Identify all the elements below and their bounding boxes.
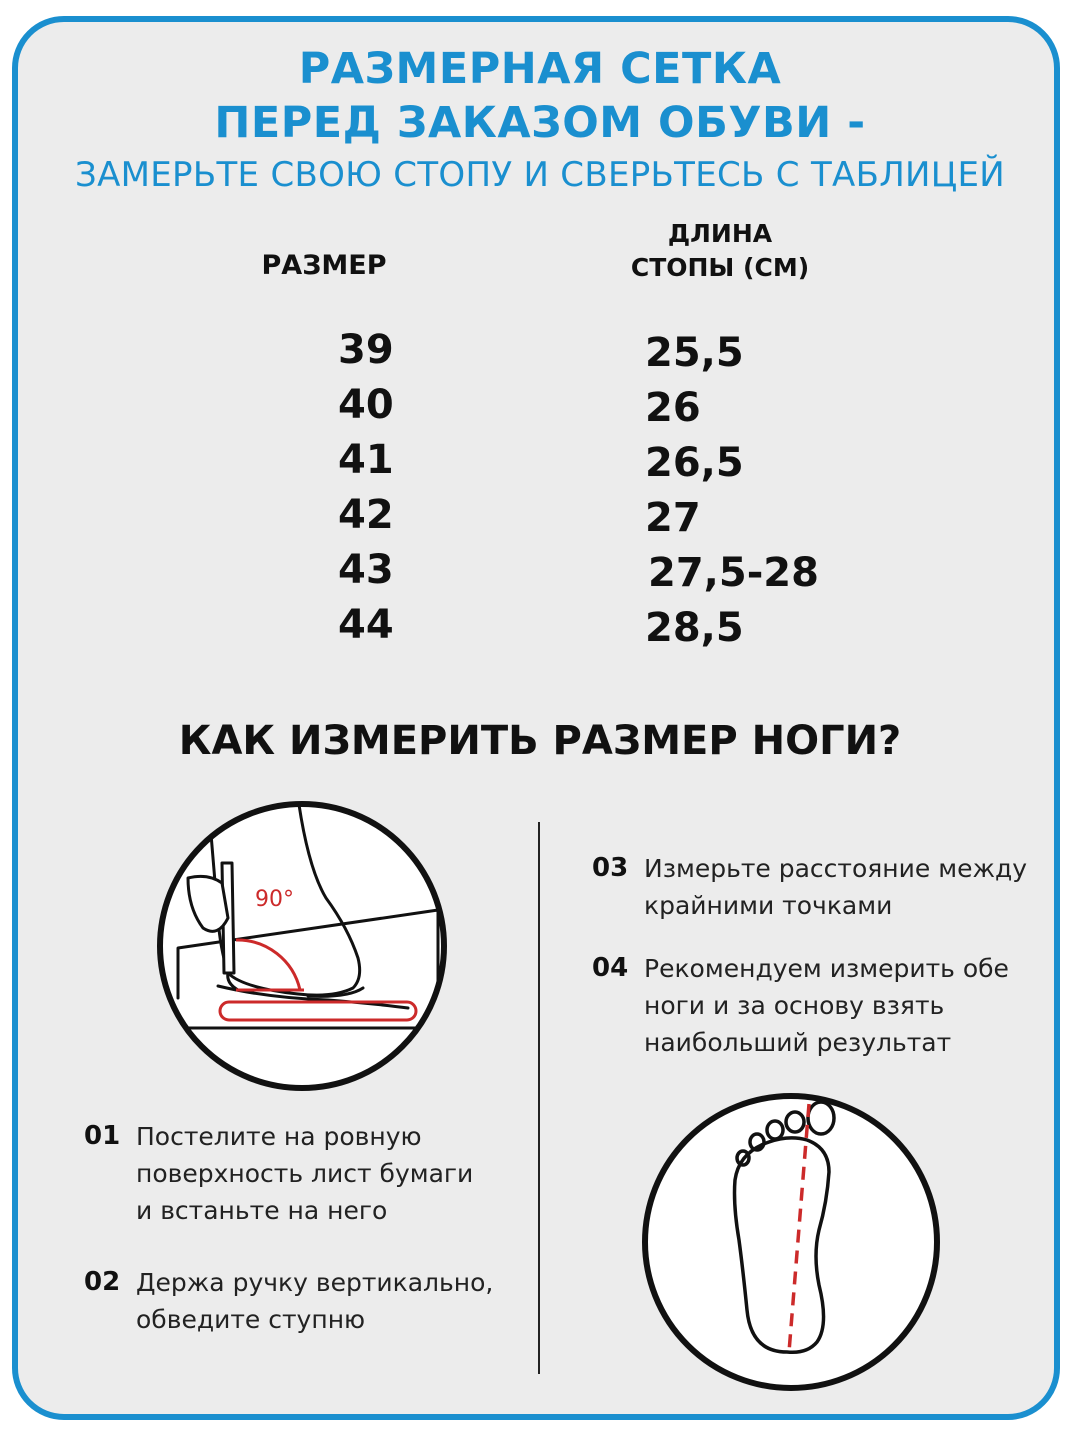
step-01 xyxy=(84,1118,473,1229)
step-text-line: крайними точками xyxy=(644,891,893,920)
step-04 xyxy=(592,950,1009,1061)
step-03 xyxy=(592,850,1027,924)
length-cell: 26,5 xyxy=(645,440,744,486)
header-length-line-2: СТОПЫ (СМ) xyxy=(630,253,810,282)
size-cell: 41 xyxy=(338,437,394,483)
title-line-1: РАЗМЕРНАЯ СЕТКА xyxy=(298,44,782,94)
header-length-line-1: ДЛИНА xyxy=(667,219,773,248)
header-length xyxy=(620,217,820,285)
step-text-line: и встаньте на него xyxy=(136,1196,388,1225)
angle-label: 90° xyxy=(255,887,294,912)
step-text xyxy=(136,1264,493,1338)
step-text-line: наибольший результат xyxy=(644,1028,952,1057)
length-cell: 27 xyxy=(645,495,701,541)
size-cell: 40 xyxy=(338,382,394,428)
step-text-line: ноги и за основу взять xyxy=(644,991,945,1020)
length-cell: 27,5-28 xyxy=(648,550,819,596)
step-text xyxy=(136,1118,473,1229)
step-text-line: Держа ручку вертикально, xyxy=(136,1268,494,1297)
step-text xyxy=(644,850,1027,924)
step-number: 03 xyxy=(592,853,629,883)
step-text-line: Измерьте расстояние между xyxy=(644,854,1028,883)
header-size: РАЗМЕР xyxy=(261,250,387,281)
size-cell: 43 xyxy=(338,547,394,593)
step-number: 01 xyxy=(84,1121,121,1151)
footprint-illustration xyxy=(639,1090,943,1394)
step-text-line: Рекомендуем измерить обе xyxy=(644,954,1009,983)
foot-tracing-illustration xyxy=(148,798,456,1094)
step-number: 04 xyxy=(592,953,629,983)
size-cell: 44 xyxy=(338,602,394,648)
how-to-measure-title: КАК ИЗМЕРИТЬ РАЗМЕР НОГИ? xyxy=(178,718,902,764)
step-number: 02 xyxy=(84,1267,121,1297)
length-cell: 28,5 xyxy=(645,605,744,651)
step-text-line: Постелите на ровную xyxy=(136,1122,422,1151)
step-text xyxy=(644,950,1009,1061)
size-cell: 42 xyxy=(338,492,394,538)
step-02 xyxy=(84,1264,493,1338)
size-cell: 39 xyxy=(338,327,394,373)
length-cell: 26 xyxy=(645,385,701,431)
column-divider xyxy=(538,822,540,1374)
step-text-line: обведите ступню xyxy=(136,1305,366,1334)
title-line-2: ПЕРЕД ЗАКАЗОМ ОБУВИ - xyxy=(214,98,866,148)
step-text-line: поверхность лист бумаги xyxy=(136,1159,474,1188)
subtitle: ЗАМЕРЬТЕ СВОЮ СТОПУ И СВЕРЬТЕСЬ С ТАБЛИЦЕЙ xyxy=(74,155,1006,195)
length-cell: 25,5 xyxy=(645,330,744,376)
